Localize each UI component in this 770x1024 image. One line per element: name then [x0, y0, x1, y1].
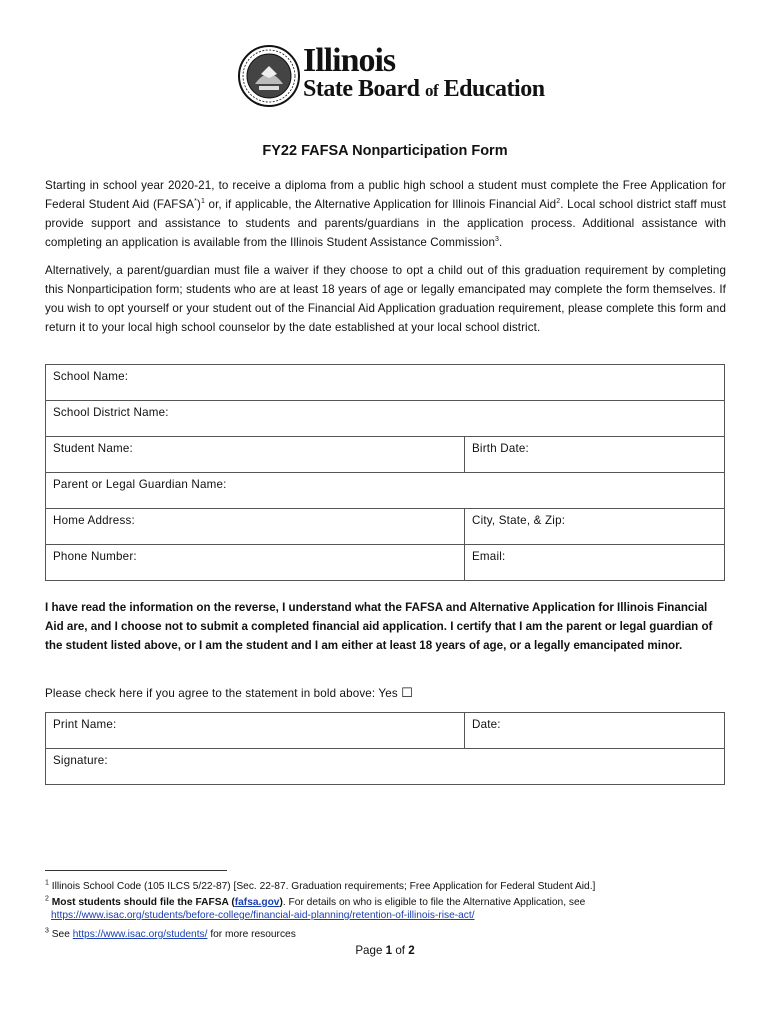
school-name-field[interactable]: School Name: — [46, 365, 725, 401]
fn2-num: 2 — [45, 895, 49, 903]
page-current: 1 — [385, 944, 393, 957]
agree-checkbox-row — [45, 685, 413, 701]
p1-sup-2: 2 — [556, 198, 561, 206]
student-info-form — [45, 364, 725, 581]
fn2-bold-a: Most students should file the FAFSA ( — [51, 897, 235, 908]
signature-form — [45, 712, 725, 785]
page-label: Page — [355, 944, 386, 957]
home-address-field[interactable]: Home Address: — [46, 509, 465, 545]
city-state-zip-field[interactable]: City, State, & Zip: — [465, 509, 725, 545]
intro-paragraph-2: Alternatively, a parent/guardian must file a waiver if they choose to opt a child out of this graduation requirement by completing this Nonparticipation form; students who are at least 18 years of age or legally emancipated may complete the form themselves. If you wish to opt yourself or your student out of the Financial Aid Application graduation requirement, please complete this form and return it to your local high school counselor by the date established at your local school district. — [45, 264, 726, 334]
agree-label: Please check here if you agree to the statement in bold above: Yes — [45, 687, 398, 700]
p1-sup-1: 1 — [200, 198, 205, 206]
form-row — [46, 749, 725, 785]
intro-paragraph-1 — [45, 176, 726, 252]
fn3-post: for more resources — [207, 929, 296, 940]
date-field[interactable]: Date: — [465, 713, 725, 749]
fn1-num: 1 — [45, 879, 49, 887]
form-row — [46, 401, 725, 437]
certification-statement: I have read the information on the reverse, I understand what the FAFSA and Alternative Application for Illinois Financial Aid are, and I choose not to submit a completed financial aid application. I certify that I am the parent or legal guardian of the student listed above, or I am the student and I am either at least 18 years of age, or a legally emancipated minor. — [45, 601, 713, 652]
fafsa-link[interactable]: fafsa.gov — [234, 897, 280, 908]
fn2-bold-b: ) — [279, 897, 283, 908]
page-title: FY22 FAFSA Nonparticipation Form — [262, 143, 508, 159]
logo-state-board — [303, 76, 545, 103]
p1-part-c: or, if applicable, the Alternative Application for Illinois Financial Aid — [204, 198, 557, 211]
fn3-pre: See — [51, 929, 73, 940]
phone-number-field[interactable]: Phone Number: — [46, 545, 465, 581]
form-row — [46, 713, 725, 749]
form-row — [46, 545, 725, 581]
birth-date-field[interactable]: Birth Date: — [465, 437, 725, 473]
form-row — [46, 365, 725, 401]
p1-part-a: Starting in school year 2020-21, to receive a diploma from a public high school a student must complete the Free Application for Federal Student Aid (FAFSA — [45, 179, 726, 211]
page-of: of — [392, 944, 409, 957]
footnote-2 — [45, 896, 725, 922]
student-name-field[interactable]: Student Name: — [46, 437, 465, 473]
logo-illinois: Illinois — [303, 42, 396, 79]
isbe-logo — [237, 42, 545, 114]
form-row — [46, 473, 725, 509]
footnote-1 — [45, 880, 725, 893]
page-number — [0, 944, 770, 957]
p1-part-d: . Local school district staff must provide support and assistance to students and parents/guardians in the application process. Additional assistance with completing an application is available from the Illinois Student Assistance Commission — [45, 198, 726, 249]
agree-checkbox[interactable]: ☐ — [401, 685, 413, 700]
logo-state-board-text: State Board — [303, 76, 420, 102]
p1-part-e: . — [499, 236, 503, 249]
p1-part-b: ) — [196, 198, 201, 211]
isac-rise-act-link[interactable]: https://www.isac.org/students/before-college/financial-aid-planning/retention-of-illinois-rise-act/ — [51, 910, 475, 921]
page-total: 2 — [408, 944, 415, 957]
school-district-name-field[interactable]: School District Name: — [46, 401, 725, 437]
isac-students-link[interactable]: https://www.isac.org/students/ — [72, 929, 208, 940]
form-row — [46, 509, 725, 545]
p1-sup-3: 3 — [495, 236, 500, 244]
print-name-field[interactable]: Print Name: — [46, 713, 465, 749]
fn2-text: . For details on who is eligible to file the Alternative Application, see — [282, 897, 586, 908]
fn3-num: 3 — [45, 927, 49, 935]
footnote-divider — [45, 870, 227, 871]
illinois-state-seal-icon — [237, 44, 301, 108]
logo-education: Education — [443, 76, 545, 102]
logo-of: of — [425, 81, 439, 100]
email-field[interactable]: Email: — [465, 545, 725, 581]
fn1-text: Illinois School Code (105 ILCS 5/22-87) [Sec. 22-87. Graduation requirements; Free Application for Federal Student Aid.] — [51, 881, 596, 892]
p1-sup-star: * — [194, 198, 197, 206]
form-row — [46, 437, 725, 473]
guardian-name-field[interactable]: Parent or Legal Guardian Name: — [46, 473, 725, 509]
footnote-3 — [45, 928, 725, 941]
signature-field[interactable]: Signature: — [46, 749, 725, 785]
